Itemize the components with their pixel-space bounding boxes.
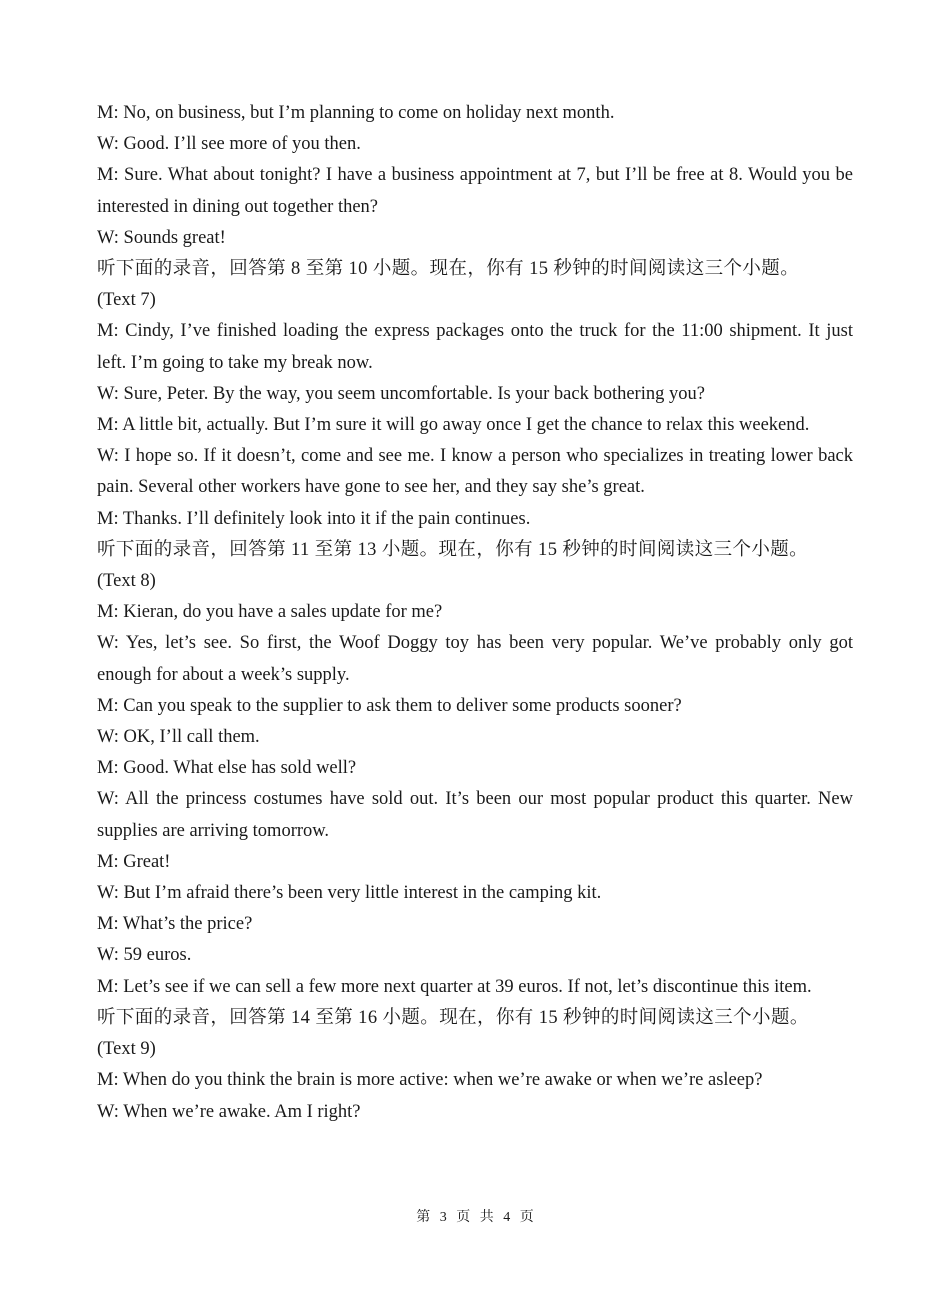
dialogue-line: M: Let’s see if we can sell a few more next quarter at 39 euros. If not, let’s discontinue this item. bbox=[97, 976, 812, 997]
dialogue-line: M: A little bit, actually. But I’m sure it will go away once I get the chance to relax this weekend. bbox=[97, 415, 810, 436]
dialogue-line: W: 59 euros. bbox=[97, 945, 192, 966]
dialogue-line: W: When we’re awake. Am I right? bbox=[97, 1101, 361, 1122]
dialogue-line: W: Sounds great! bbox=[97, 227, 226, 248]
dialogue-line: M: Great! bbox=[97, 851, 171, 872]
dialogue-line: M: Thanks. I’ll definitely look into it if the pain continues. bbox=[97, 508, 531, 529]
section-instruction: 听下面的录音，回答第 14 至第 16 小题。现在，你有 15 秒钟的时间阅读这三个小题。 bbox=[97, 1007, 809, 1028]
dialogue-line: W: But I’m afraid there’s been very little interest in the camping kit. bbox=[97, 883, 602, 904]
dialogue-line: W: Good. I’ll see more of you then. bbox=[97, 134, 361, 155]
text-heading: (Text 9) bbox=[97, 1039, 156, 1060]
dialogue-line: M: What’s the price? bbox=[97, 914, 253, 935]
dialogue-line: W: All the princess costumes have sold out. It’s been our most popular product this quarter. New supplies are arriving tomorrow. bbox=[97, 789, 853, 841]
dialogue-line: M: No, on business, but I’m planning to come on holiday next month. bbox=[97, 103, 615, 123]
dialogue-line: M: When do you think the brain is more active: when we’re awake or when we’re asleep? bbox=[97, 1070, 763, 1091]
dialogue-line: W: Yes, let’s see. So first, the Woof Doggy toy has been very popular. We’ve probably only got enough for about a week’s supply. bbox=[97, 633, 853, 685]
dialogue-line: W: OK, I’ll call them. bbox=[97, 727, 260, 748]
section-instruction: 听下面的录音，回答第 8 至第 10 小题。现在，你有 15 秒钟的时间阅读这三个小题。 bbox=[97, 259, 800, 280]
dialogue-line: W: I hope so. If it doesn’t, come and see me. I know a person who specializes in treating lower back pain. Several other workers have gone to see her, and they say she’s great. bbox=[97, 446, 853, 498]
text-heading: (Text 7) bbox=[97, 290, 156, 311]
dialogue-line: M: Sure. What about tonight? I have a business appointment at 7, but I’ll be free at 8. Would you be interested in dining out together then? bbox=[97, 165, 853, 217]
dialogue-line: M: Can you speak to the supplier to ask them to deliver some products sooner? bbox=[97, 695, 682, 716]
page-number-footer: 第 3 页 共 4 页 bbox=[416, 1210, 534, 1225]
dialogue-line: M: Kieran, do you have a sales update for me? bbox=[97, 602, 443, 623]
dialogue-line: W: Sure, Peter. By the way, you seem uncomfortable. Is your back bothering you? bbox=[97, 383, 705, 404]
document-body bbox=[97, 98, 853, 1128]
text-heading: (Text 8) bbox=[97, 571, 156, 592]
section-instruction: 听下面的录音，回答第 11 至第 13 小题。现在，你有 15 秒钟的时间阅读这三个小题。 bbox=[97, 539, 809, 560]
dialogue-line: M: Good. What else has sold well? bbox=[97, 758, 357, 779]
dialogue-line: M: Cindy, I’ve finished loading the express packages onto the truck for the 11:00 shipment. It just left. I’m going to take my break now. bbox=[97, 321, 853, 373]
